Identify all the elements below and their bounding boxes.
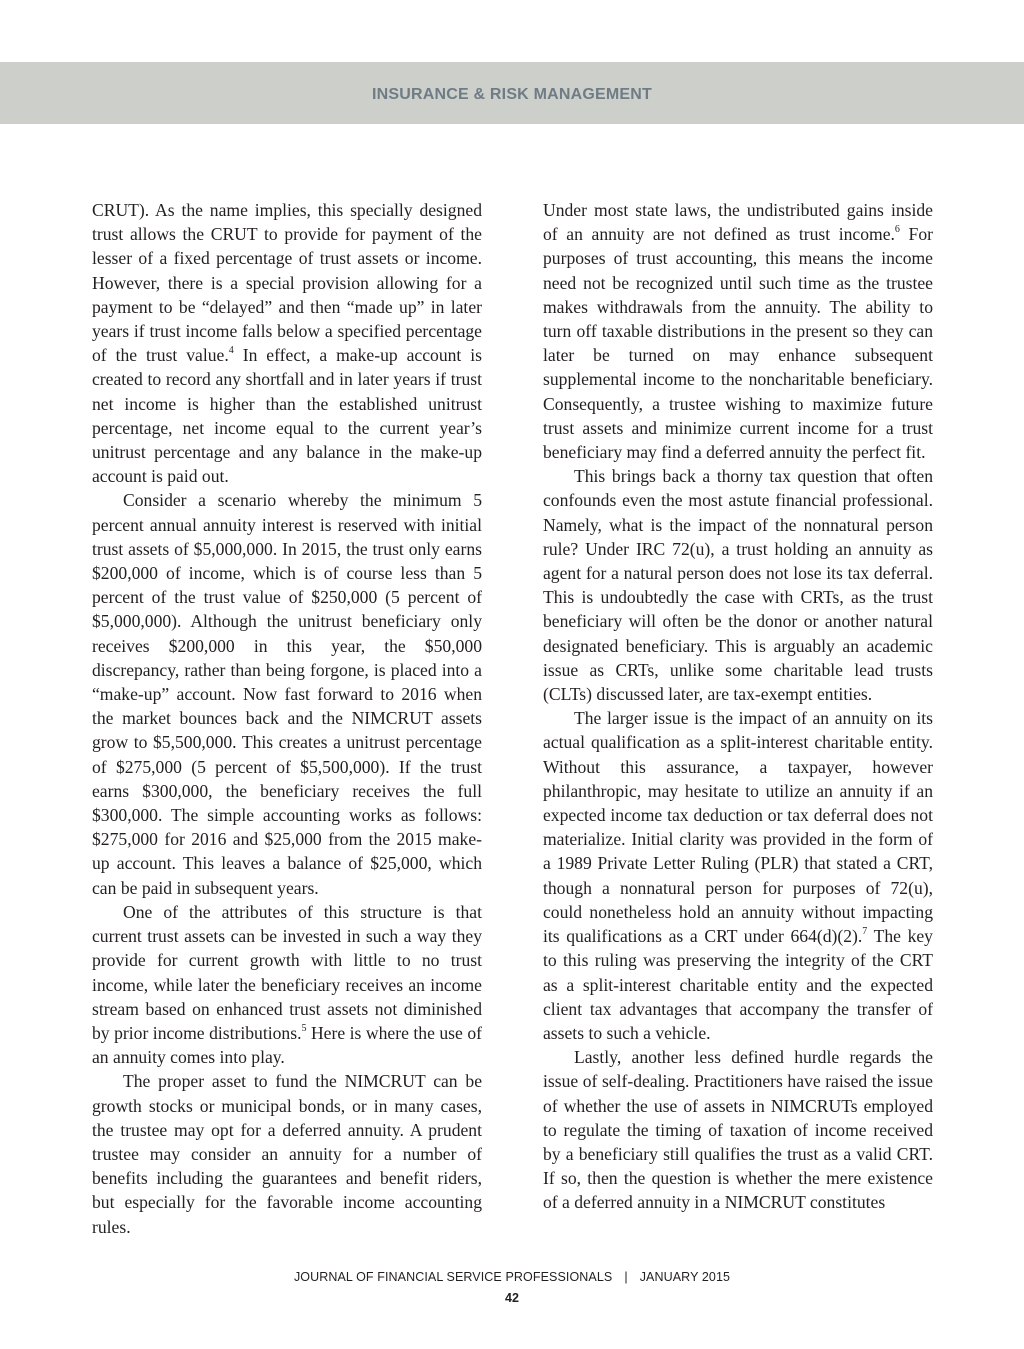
paragraph: Consider a scenario whereby the minimum 5 percent annual annuity interest is reserved with initial trust assets of $5,000,000. In 2015, the trust only earns $200,000 of income, which is of course less than 5 percent of the trust value of $250,000 (5 percent of $5,000,000). Although the unitrust beneficiary only receives $200,000 in this year, the $50,000 discrepancy, rather than being forgone, is placed into a “make-up” account. Now fast forward to 2016 when the market bounces back and the NIMCRUT assets grow to $5,500,000. This creates a unitrust percentage of $275,000 (5 percent of $5,500,000). If the trust earns $300,000, the beneficiary receives the full $300,000. The simple accounting works as follows: $275,000 for 2016 and $25,000 from the 2015 make-up account. This leaves a balance of $25,000, which can be paid in subsequent years. — [92, 490, 482, 898]
paragraph: The proper asset to fund the NIMCRUT can be growth stocks or municipal bonds, or in many cases, the trustee may opt for a deferred annuity. A prudent trustee may consider an annuity for a number of benefits including the guarantees and benefit riders, but especially for the favorable income accounting rules. — [92, 1071, 482, 1237]
footer-journal-line — [0, 1270, 1024, 1284]
paragraph: Under most state laws, the undistributed gains inside of an annuity are not defined as trust income.$^6$ For purposes of trust accounting, this means the income need not be recognized until such time as the trustee makes withdrawals from the annuity. The ability to turn off taxable distributions in the present so they can later be turned on may enhance subsequent supplemental income to the noncharitable beneficiary. Consequently, a trustee wishing to maximize future trust assets and minimize current income for a trust beneficiary may find a deferred annuity the perfect fit. — [543, 200, 933, 463]
paragraph: CRUT). As the name implies, this specially designed trust allows the CRUT to provide for payment of the lesser of a fixed percentage of trust assets or income. However, there is a special provision allowing for a payment to be “delayed” and then “made up” in later years if trust income falls below a specified percentage of the trust value.$^4$ In effect, a make-up account is created to record any shortfall and in later years if trust net income is higher than the established unitrust percentage, net income equal to the current year’s unitrust percentage and any balance in the make-up account is paid out. — [92, 200, 482, 487]
footnote-ref: 4 — [228, 345, 234, 357]
page-number: 42 — [505, 1291, 519, 1305]
issue-date: JANUARY 2015 — [639, 1270, 731, 1284]
journal-name: JOURNAL OF FINANCIAL SERVICE PROFESSIONALS — [293, 1270, 613, 1284]
right-column — [543, 198, 933, 1215]
paragraph: This brings back a thorny tax question that often confounds even the most astute financial professional. Namely, what is the impact of the nonnatural person rule? Under IRC 72(u), a trust holding an annuity as agent for a natural person does not lose its tax deferral. This is undoubtedly the case with CRTs, as the trust beneficiary will often be the donor or another natural designated beneficiary. This is arguably an academic issue as CRTs, unlike some charitable lead trusts (CLTs) discussed later, are tax-exempt entities. — [543, 466, 933, 705]
paragraph: One of the attributes of this structure is that current trust assets can be invested in such a way they provide for current growth with little to no trust income, while later the beneficiary receives an income stream based on enhanced trust assets not diminished by prior income distributions.$^5$ Here is where the use of an annuity comes into play. — [92, 901, 482, 1068]
paragraph: Lastly, another less defined hurdle regards the issue of self-dealing. Practitioners have raised the issue of whether the use of assets in NIMCRUTs employed to regulate the timing of taxation of income received by a beneficiary still qualifies the trust as a valid CRT. If so, then the question is whether the mere existence of a deferred annuity in a NIMCRUT constitutes — [543, 1047, 933, 1213]
footnote-ref: 5 — [301, 1023, 307, 1035]
paragraph: The larger issue is the impact of an annuity on its actual qualification as a split-interest charitable entity. Without this assurance, a taxpayer, however philanthropic, may hesitate to utilize an annuity if an expected income tax deduction or tax deferral does not materialize. Initial clarity was provided in the form of a 1989 Private Letter Ruling (PLR) that stated a CRT, though a nonnatural person for purposes of 72(u), could nonetheless hold an annuity without impacting its qualifications as a CRT under 664(d)(2).$^7$ The key to this ruling was preserving the integrity of the CRT as a split-interest charitable entity and the expected client tax advantages that accompany the transfer of assets to such a vehicle. — [543, 708, 933, 1043]
footer-separator: | — [624, 1270, 628, 1284]
footnote-ref: 6 — [894, 224, 900, 236]
footnote-ref: 7 — [862, 926, 868, 938]
left-column — [92, 198, 482, 1239]
section-title: INSURANCE & RISK MANAGEMENT — [371, 86, 653, 103]
